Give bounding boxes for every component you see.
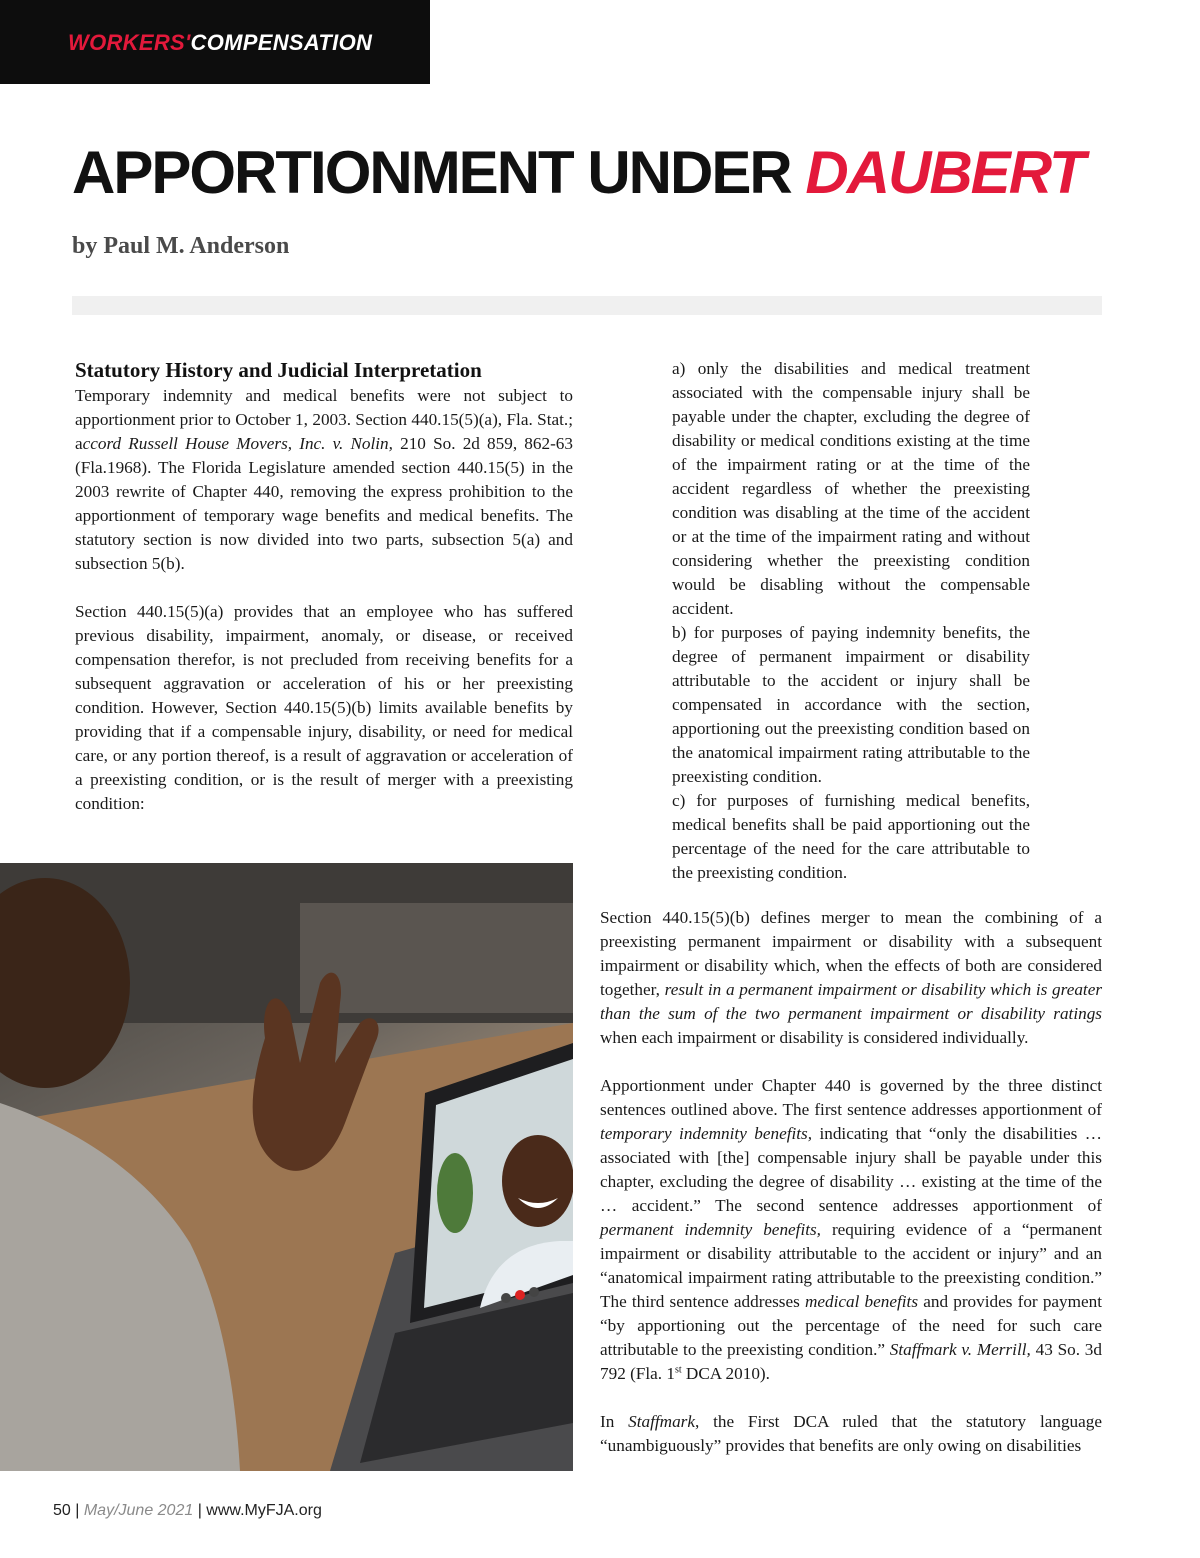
section-tag-part1: WORKERS' [68,30,191,55]
paragraph [600,1410,1102,1458]
footer-separator: | [193,1502,207,1519]
screen-plant [437,1153,473,1233]
title-accent: DAUBERT [805,139,1084,206]
doctor-face [502,1135,573,1227]
text-run: indicating that “only the disabilities … associated with [the] compensable injury shall be payable under this chapter, excluding the degree of disability … existing at the time of the … accident.” The second sentence addresses apportionment of [600,1124,1102,1215]
right-column [600,906,1102,1458]
page-footer [53,1502,322,1520]
emphasis: permanent indemnity benefits, [600,1220,821,1239]
byline: by Paul M. Anderson [72,233,290,259]
case-citation: Staffmark v. Merrill, [889,1340,1031,1359]
text-run: and provides for payment “by apportioning out the percentage of the need for such care attributable to the preexisting condition.” [600,1292,1103,1359]
paragraph: Section 440.15(5)(a) provides that an employee who has suffered previous disability, impairment, anomaly, or disease, or received compensation therefor, is not precluded from receiving benefits for a subsequent aggravation or acceleration of his or her preexisting condition. However, Section 440.15(5)(b) limits available benefits by providing that if a compensable injury, disability, or need for medical care, or any portion thereof, is a result of aggravation or acceleration of a preexisting condition, or is the result of merger with a preexisting condition: [75,602,573,813]
text-run: 210 So. 2d 859, 862-63 (Fla.1968). The Florida Legislature amended section 440.15(5) in the 2003 rewrite of Chapter 440, removing the express prohibition to the apportionment of temporary wage benefits and medical benefits. The statutory section is now divided into two parts, subsection 5(a) and subsection 5(b). [75,434,573,573]
end-call-icon [515,1290,525,1300]
text-run: Apportionment under Chapter 440 is governed by the three distinct sentences outlined above. The first sentence addresses apportionment of [600,1076,1102,1119]
section-tag-part2: COMPENSATION [190,30,373,55]
call-control-icon [529,1287,539,1297]
section-heading: Statutory History and Judicial Interpretation [75,358,482,382]
left-column [75,358,573,816]
paragraph [600,906,1102,1050]
article-title [72,138,1084,207]
emphasis: medical benefits [804,1292,919,1311]
text-run: , the First DCA ruled that the statutory language “unambiguously” provides that benefits are only owing on disabilities [600,1412,1102,1455]
telehealth-photo [0,863,573,1471]
issue-date: May/June 2021 [83,1502,194,1519]
quote-item-b: b) for purposes of paying indemnity benefits, the degree of permanent impairment or disability attributable to the accident or injury shall be compensated in accordance with the section, apportioning out the preexisting condition based on the anatomical impairment rating attributable to the preexisting condition. [672,623,1030,786]
text-run: Section 440.15(5)(b) defines merger to mean the combining of a preexisting permanent impairment or disability with a subsequent impairment or disability which, when the effects of both are considered together, [600,908,1102,999]
call-control-icon [501,1293,511,1303]
paragraph [600,1074,1102,1386]
case-citation: ccord Russell House Movers, Inc. v. Nolin, [82,434,393,453]
superscript: st [674,1364,682,1376]
case-citation: Staffmark [628,1412,695,1431]
section-tag [68,30,372,56]
shelf [300,903,573,1013]
divider-band [72,296,1102,315]
quote-item-a: a) only the disabilities and medical treatment associated with the compensable injury shall be payable under the chapter, excluding the degree of disability or medical conditions existing at the time of the impairment rating or at the time of the accident regardless of whether the preexisting condition was disabling at the time of the accident or at the time of the impairment rating and without considering whether the preexisting condition would be disabling without the compensable accident. [672,359,1030,618]
text-run: when each impairment or disability is considered individually. [600,1028,1029,1047]
footer-separator: | [70,1502,84,1519]
emphasis: temporary indemnity benefits, [600,1124,813,1143]
statute-quote [672,357,1030,885]
emphasis: result in a permanent impairment or disability which is greater than the sum of the two permanent impairment or disability ratings [600,980,1103,1023]
quote-item-c: c) for purposes of furnishing medical benefits, medical benefits shall be paid apportioning out the percentage of the need for the care attributable to the preexisting condition. [672,791,1030,882]
photo-illustration [0,863,573,1471]
paragraph [75,384,573,576]
page-number: 50 [53,1502,71,1519]
text-run: DCA 2010). [681,1364,770,1383]
title-main: APPORTIONMENT UNDER [72,139,806,206]
text-run: In [600,1412,629,1431]
footer-url: www.MyFJA.org [206,1502,322,1519]
text-run: 43 So. 3d 792 (Fla. 1 [600,1340,1102,1383]
text-run: Temporary indemnity and medical benefits were not subject to apportionment prior to October 1, 2003. Section 440.15(5)(a), Fla. Stat.; a [75,386,573,453]
text-run: requiring evidence of a “permanent impairment or disability attributable to the accident or injury” and an “anatomical impairment rating attributable to the preexisting condition.” The third sentence addresses [600,1220,1102,1311]
